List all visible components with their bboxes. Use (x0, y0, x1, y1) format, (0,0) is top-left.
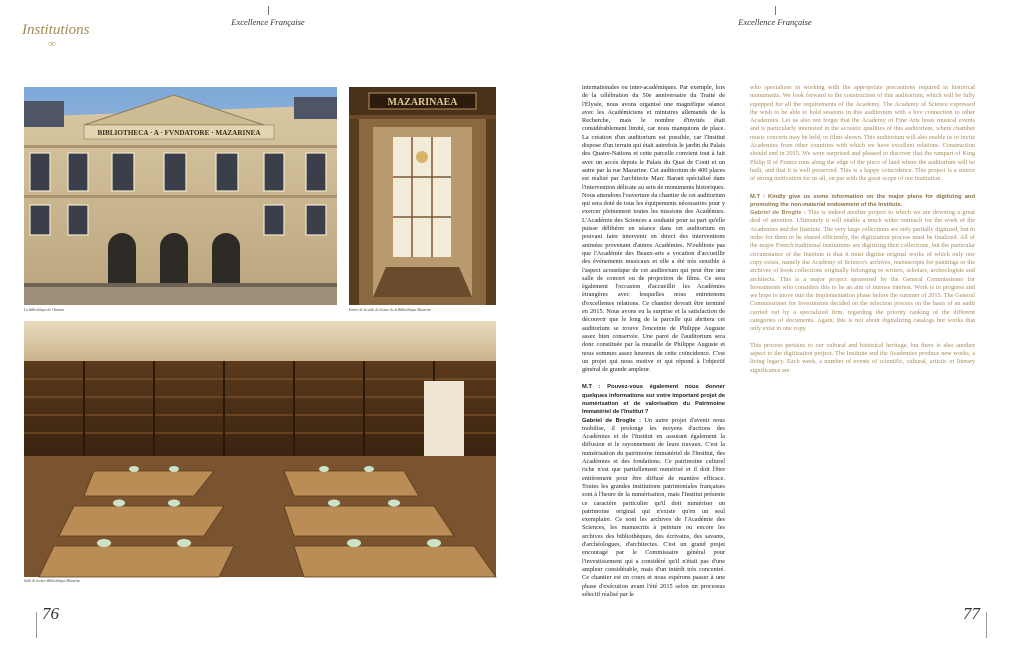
entrance-inscription: MAZARINAEA (387, 97, 458, 108)
page-number-right: 77 (963, 604, 980, 623)
english-column (750, 84, 975, 584)
french-question: M.T : Pouvez-vous également nous donner quelques informations sur votre important projet de numérisation et de valorisation du Patrimoine Immatériel de l'Institut ? (582, 384, 726, 416)
page-rule-left (36, 612, 37, 638)
page-rule-right (986, 612, 987, 638)
page-number-left: 76 (42, 604, 59, 623)
english-speaker: Gabriel de Broglie : (750, 210, 806, 217)
running-head-right: Excellence Française (738, 17, 812, 27)
french-column (582, 84, 726, 598)
reading-room-illustration (24, 321, 496, 577)
english-paragraph-3: This process pertains to our cultural and historical heritage, but there is also another aspect to the digitization project. The Institute and the Academies produce new works, a living legacy. Each week, a number of events of scientific, cultural, artistic or literary significance are (750, 341, 975, 374)
running-head-left: Excellence Française (231, 17, 305, 27)
english-paragraph-2: This is indeed another project to which we are devoting a great deal of attention. Ultimately it will enable a much wider outreach for the work of the Academies and the Institute. The very large collections are only partially digitized, but in order for them to be shared efficiently, the digitization process must be finalized. All of the major French traditional institutions are digitizing their collections, but the particular circumstance of the Institute is that it must digitise original works of which only one copy exists, namely the Academy of Science's archives, manuscripts for paintings or the archives of book collections originally belonging to writers, scholars, archeologists and architects. This is a major project sponsored by the General Commissioner for Investments who considers this to be an aim of intense interest. Work is in progress and we hope to move into the implementation phase before the summer of 2015. The General Commissioner for Investments decided on the selection process on the basis of an audit carried out by a specialized firm, regarding the priority ranking of the different categories of documents. Again, this is not about digitalizing catalogs but works that only exist in one copy. (750, 209, 975, 333)
english-answer (750, 209, 975, 333)
facade-photo (24, 87, 337, 305)
english-paragraph-1: who specializes in working with the appropriate precautions required in historical monuments. We look forward to the construction of this auditorium, which will be fully equipped for all the requirements of the Academy. The Academy of Science expressed the wish to be able to hold sessions in this auditorium with a live connection to other Academies. Let us also not forget that the Academy of Fine Arts hosts musical events and is particularly interested in the acoustic qualities of this auditorium, where chamber music concerts may be held, or films shown. This auditorium will also enable us to invite Academies from other countries with which we have excellent relations. Construction should end in 2015. We were surprised and pleased to discover that the rampart of King Philip II of France runs along the edge of the piece of land where the auditorium will be built, and that it is well preserved. This is a happy coincidence. This project is a source of strong motivation for us all, on par with the great scope of our institution. (750, 84, 975, 183)
entrance-photo (349, 87, 496, 305)
english-question: M.T : Kindly give us some information on the major plans for digitizing and promoting the non-material endowment of the Institute. (750, 193, 975, 208)
header-rule-right (775, 6, 776, 15)
section-title: Institutions (22, 22, 90, 38)
french-paragraph-2: Un autre projet d'avenir nous mobilise, il prolonge les moyens d'actions des Académies et de l'Institut en assurant également la diffusion et le rayonnement de leurs travaux. C'est la numérisation du patrimoine immatériel de l'Institut, des Académies et des fondations. Ce patrimoine culturel riche n'est que partiellement numérisé et il doit l'être entièrement pour être diffusé de manière efficace. Toutes les grandes institutions patrimoniales françaises sont à l'heure de la numérisation, mais l'Institut présente ce caractère particulier qu'il doit numériser un patrimoine original qui n'existe qu'en un seul exemplaire. Ce sont les archives de l'Académie des Sciences, les manuscrits à peinture ou encore les archives des bibliothèques, des écrivains, des savants, d'archéologues, d'architectes. C'est un grand projet encouragé par le Commissaire général pour l'investissement qui a considéré qu'il n'était pas d'une ampleur considérable, mais d'un intérêt très concentré. Ce chantier est en cours et nous espérons passer à une phase d'exécution avant l'été 2015 selon un processus sélectif réalisé par le (582, 416, 725, 598)
caption-reading-room: Salle de lecture Bibliothèque Mazarine (24, 579, 81, 583)
french-paragraph-1: internationales ou inter-académiques. Par exemple, lors de la célébration du 50e anniversaire du Traité de l'Élysée, nous avons organisé une magnifique séance avec les Académiciens et ministres allemands de la Recherche, mais le nombre d'invités était considérablement limité, car nous manquions de place. La création d'un auditorium est possible, car l'Institut dispose d'un terrain qui était autrefois le jardin du Palais des Quatre-Nations et cette parcelle convient tout à fait avec un accès depuis le Palais du Quai de Conti et un autre par la rue Mazarine. Cet auditorium de 400 places est réalisé par l'architecte Marc Barani spécialisé dans l'intervention délicate au sein de monuments historiques. Nous attendons l'ouverture du chantier de cet auditorium qui sera doté de tous les équipements nécessaires pour y exercer pleinement toutes les missions des Académies. L'Académie des Sciences a souhaité pour sa part qu'elle puisse délibérer en séance dans cet auditorium en pouvant faire intervenir en direct des interventions animées provenant d'autres Académies. N'oublions pas que l'Académie des Beaux-arts a vocation d'accueillir des événements musicaux et elle a été très sensible à l'aspect acoustique de cet auditorium qui peut être une salle de concert ou de projection de films. Ce sera également l'occasion d'accueillir les Académies étrangères avec lesquelles nous entretenons d'excellentes relations. Ce chantier devrait être terminé en 2015. Nous avons eu la surprise et la satisfaction de découvrir que le long de la parcelle qui abritera cet auditorium se trouve l'enceinte de Philippe Auguste assez bien conservée. Une paroi de l'auditorium sera donc constituée par la muraille de Philippe Auguste et nous sommes assez heureux de cette coïncidence. C'est un projet qui nous motive et qui répond à l'objectif général de grande ampleur. (582, 84, 725, 374)
french-answer (582, 417, 725, 600)
caption-facade: La bibliothèque de l'Institut (24, 308, 64, 312)
caption-entrance: Entrée de la salle de lecture de la Bibliothèque Mazarine (349, 308, 432, 312)
header-rule-left (268, 6, 269, 15)
facade-inscription: BIBLIOTHECA · A · FVNDATORE · MAZARINEA (97, 129, 261, 137)
french-speaker: Gabriel de Broglie : (582, 417, 642, 424)
entrance-illustration (349, 87, 496, 305)
section-ornament-icon: ∞ (48, 38, 56, 50)
facade-illustration (24, 87, 337, 305)
reading-room-photo (24, 321, 496, 577)
